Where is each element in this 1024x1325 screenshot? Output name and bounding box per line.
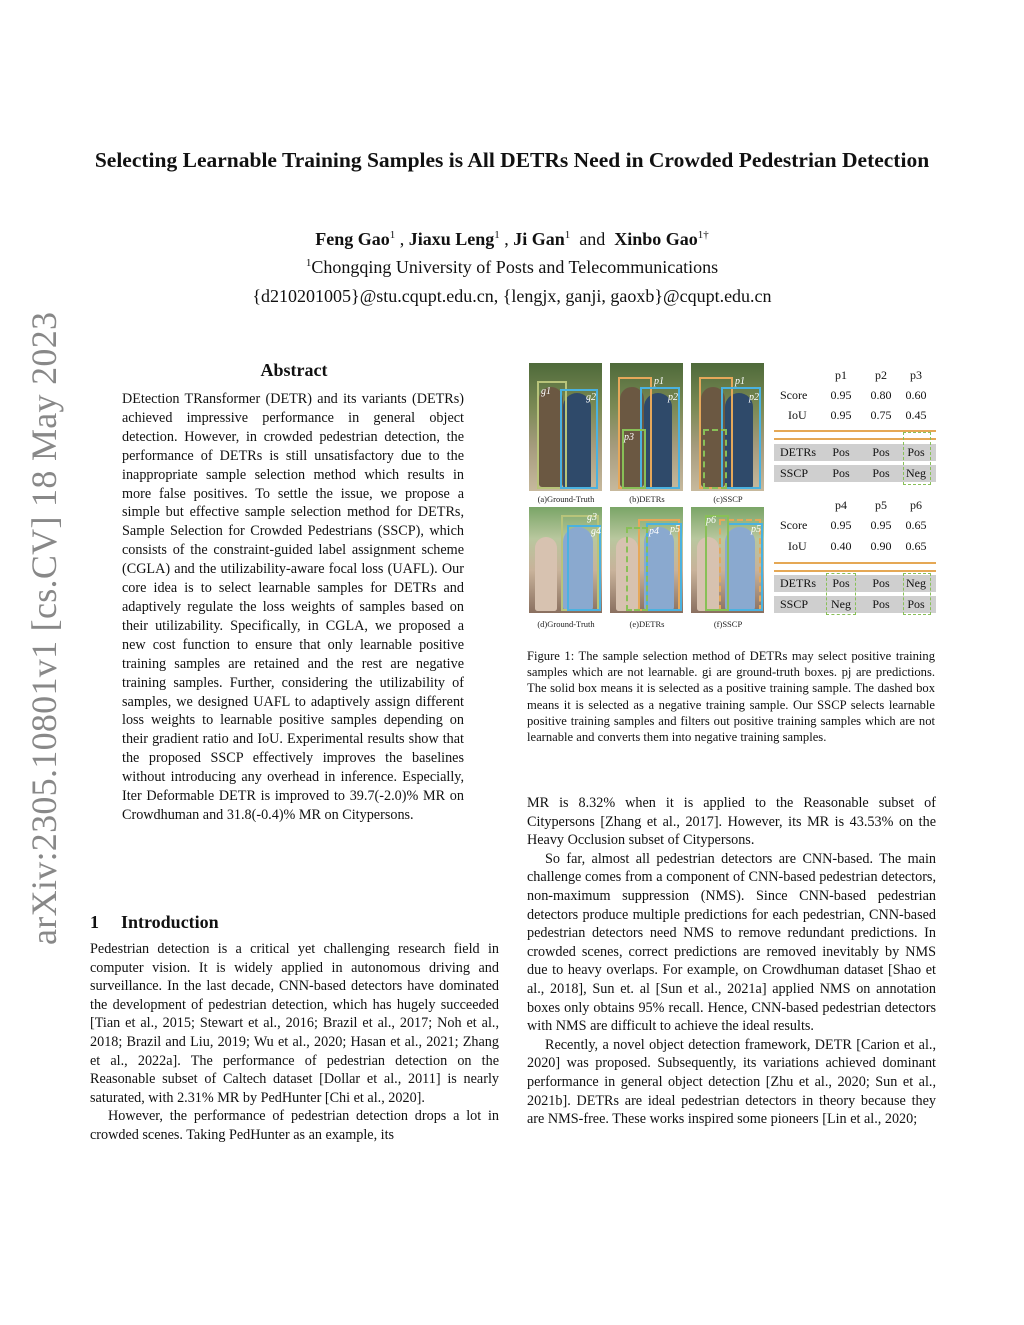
box-label: g4: [591, 526, 601, 537]
table-header: p1: [835, 368, 847, 382]
negative-highlight: [903, 432, 931, 485]
section-title: Introduction: [121, 912, 219, 932]
subfigure-label: (a)Ground-Truth: [537, 494, 595, 504]
table-cell: Pos: [832, 445, 850, 459]
negative-highlight: [826, 573, 856, 615]
table-cell: Neg: [906, 576, 926, 590]
table-cell: 0.95: [830, 518, 852, 532]
paragraph: Recently, a novel object detection framework, DETR [Carion et al., 2020] was proposed. Subsequently, its variations achieved dominant performance in general object detection [Zhu et al., 2020; Sun et al., 2021b]. DETRs are ideal pedestrian detectors in theory because they are NMS-free. These works inspired some pioneers [Lin et al., 2020;: [527, 1036, 936, 1128]
table-header: p6: [910, 498, 922, 512]
abstract-heading: Abstract: [260, 360, 328, 380]
box-label: p1: [654, 376, 664, 387]
author-list: Feng Gao$^1$ , Jiaxu Leng$^1$ , Ji Gan$^1$ and Xinbo Gao$^{1\dagger}$: [315, 229, 709, 249]
box-label: g3: [587, 512, 597, 523]
table-divider: [774, 570, 936, 572]
affiliation-name: Chongqing University of Posts and Telecommunications: [311, 257, 719, 277]
box-label: g2: [586, 392, 596, 403]
table-cell: 0.40: [830, 539, 852, 553]
row-label: DETRs: [780, 445, 816, 459]
sample-table-top: [774, 368, 936, 488]
table-cell: Pos: [872, 576, 890, 590]
table-header: p5: [875, 498, 887, 512]
table-cell: 0.65: [905, 539, 927, 553]
table-cell: Pos: [907, 445, 925, 459]
author-name: Xinbo Gao: [614, 229, 698, 249]
pred-box: [727, 523, 763, 611]
authors-and: and: [579, 229, 606, 249]
table-cell: Pos: [872, 597, 890, 611]
table-cell: Neg: [831, 597, 851, 611]
photo-detrs-bottom: [610, 507, 683, 613]
table-header: p4: [835, 498, 847, 512]
box-label: p2: [749, 392, 759, 403]
table-cell: 0.45: [905, 408, 927, 422]
table-cell: Neg: [906, 466, 926, 480]
subfigure-label: (f)SSCP: [713, 619, 743, 629]
row-label: SSCP: [780, 466, 809, 480]
table-cell: Pos: [872, 466, 890, 480]
subfigure-label: (d)Ground-Truth: [537, 619, 595, 629]
pred-box-negative: [703, 429, 727, 489]
box-label: p5: [751, 524, 761, 535]
row-label: IoU: [788, 408, 807, 422]
box-label: g1: [541, 386, 551, 397]
table-cell: Pos: [907, 597, 925, 611]
section-number: 1: [90, 912, 99, 932]
table-cell: 0.95: [830, 388, 852, 402]
gt-box: [560, 389, 598, 489]
author-affil-mark: 1: [389, 229, 396, 241]
box-label: p4: [649, 526, 659, 537]
author-name: Feng Gao: [315, 229, 390, 249]
subfigure-label: (c)SSCP: [713, 494, 743, 504]
arxiv-identifier: arXiv:2305.10801v1 [cs.CV] 18 May 2023: [24, 311, 64, 945]
figure-caption: Figure 1: The sample selection method of DETRs may select positive training samples which are not learnable. gi are ground-truth boxes. pj are predictions. The solid box means it is selected as a positive training sample. The dashed box means it is selected as a negative training sample. Our SSCP selects learnable positive training samples and filters out positive training samples which are not learnable and converts them into negative training samples.: [527, 649, 935, 745]
sample-table-bottom: [774, 498, 936, 618]
table-divider: [774, 562, 936, 564]
affiliation: [60, 257, 964, 278]
photo-detrs-top: [610, 363, 683, 491]
table-cell: 0.95: [830, 408, 852, 422]
paragraph: However, the performance of pedestrian detection drops a lot in crowded scenes. Taking PedHunter as an example, its: [90, 1108, 499, 1143]
subfigure-label: (e)DETRs: [629, 619, 665, 629]
section-heading: [90, 912, 219, 933]
photo-sscp-bottom: [691, 507, 764, 613]
table-cell: 0.60: [905, 388, 927, 402]
row-label: DETRs: [780, 576, 816, 590]
affiliation-mark: 1: [305, 257, 312, 269]
row-label: SSCP: [780, 597, 809, 611]
box-label: p3: [624, 432, 634, 443]
photo-sscp-top: [691, 363, 764, 491]
box-label: p2: [668, 392, 678, 403]
table-cell: 0.95: [870, 518, 892, 532]
author-emails: {d210201005}@stu.cqupt.edu.cn, {lengjx, ganji, gaoxb}@cqupt.edu.cn: [252, 286, 772, 306]
box-label: p1: [735, 376, 745, 387]
author-name: Ji Gan: [513, 229, 565, 249]
paragraph: Pedestrian detection is a critical yet challenging research field in computer vision. It is widely applied in autonomous driving and surveillance. In the last decade, CNN-based detectors have dominated the development of pedestrian detection, which has hugely succeeded [Tian et al., 2015; Stewart et al., 2016; Brazil et al., 2017; Noh et al., 2018; Brazil and Liu, 2019; Wu et al., 2020; Hasan et al., 2021; Zhang et al., 2022a]. The performance of pedestrian detection on the Reasonable subset of Caltech dataset [Dollar et al., 2011] is nearly saturated, with 2.31% MR by PedHunter [Chi et al., 2020].: [90, 941, 499, 1106]
author-name: Jiaxu Leng: [408, 229, 495, 249]
author-affil-mark: 1: [564, 229, 571, 241]
gt-box: [567, 525, 601, 611]
table-cell: 0.80: [870, 388, 892, 402]
author-affil-mark: 1: [494, 229, 500, 241]
row-label: IoU: [788, 539, 807, 553]
paper-title: Selecting Learnable Training Samples is All DETRs Need in Crowded Pedestrian Detection: [94, 148, 930, 172]
author-affil-mark: 1†: [697, 229, 709, 241]
pedestrian-figure: [535, 537, 557, 611]
right-column-text: [527, 794, 936, 1129]
table-cell: Pos: [832, 576, 850, 590]
paragraph: So far, almost all pedestrian detectors are CNN-based. The main challenge comes from a component of CNN-based pedestrian detectors, non-maximum suppression (NMS). Since CNN-based pedestrian detectors produce multiple predictions for each pedestrian, CNN-based pedestrian detectors need NMS to remove redundant predictions. In crowded scenes, correct predictions are removed inevitably by NMS due to heavy overlaps. For example, on Crowdhuman dataset [Shao et al., 2018], Sun et. al [Sun et al., 2021a] applied NMS on annotation boxes only obtains 95% recall. Hence, CNN-based pedestrian detectors with NMS are difficult to achieve the ideal results.: [527, 850, 936, 1035]
table-cell: 0.65: [905, 518, 927, 532]
box-label: p5: [670, 524, 680, 535]
table-header: p3: [910, 368, 922, 382]
pred-box: [705, 515, 729, 611]
subfigure-label: (b)DETRs: [629, 494, 665, 504]
table-header: p2: [875, 368, 887, 382]
pred-box-negative: [626, 527, 648, 611]
table-cell: Pos: [872, 445, 890, 459]
table-cell: 0.90: [870, 539, 892, 553]
row-label: Score: [780, 388, 808, 402]
table-cell: Pos: [832, 466, 850, 480]
intro-text: [90, 940, 499, 1145]
negative-highlight: [903, 573, 931, 615]
table-cell: 0.75: [870, 408, 892, 422]
paragraph: MR is 8.32% when it is applied to the Reasonable subset of Citypersons [Zhang et al., 2017]. However, its MR is 43.53% on the Heavy Occlusion subset of Citypersons.: [527, 795, 936, 849]
abstract-body: DEtection TRansformer (DETR) and its variants (DETRs) achieved impressive performance in general object detection. However, in crowded pedestrian detection, the performance of DETRs is still unsatisfactory due to the inappropriate sample selection method which results in more false positives. To settle the issue, we propose a simple but effective sample selection method for DETRs, Sample Selection for Crowded Pedestrians (SSCP), which consists of the constraint-guided label assignment scheme (CGLA) and the utilizability-aware focal loss (UAFL). Our core idea is to select learnable samples for DETRs and adaptively regulate the loss weights of samples based on their utilizability. Specifically, in CGLA, we proposed a new cost function to ensure that only learnable positive training samples are retained and the rest are negative training samples. Further, considering the utilizability of samples, we designed UAFL to adaptively assign different loss weights to learnable positive samples depending on their gradient ratio and IoU. Experimental results show that the proposed SSCP effectively improves the baselines without introducing any overhead in inference. Especially, Iter Deformable DETR is improved to 39.7(-2.0)% MR on Crowdhuman and 31.8(-0.4)% MR on Citypersons.: [122, 391, 464, 823]
photo-ground-truth-bottom: [529, 507, 602, 613]
row-label: Score: [780, 518, 808, 532]
photo-ground-truth-top: [529, 363, 602, 491]
box-label: p6: [706, 515, 716, 526]
